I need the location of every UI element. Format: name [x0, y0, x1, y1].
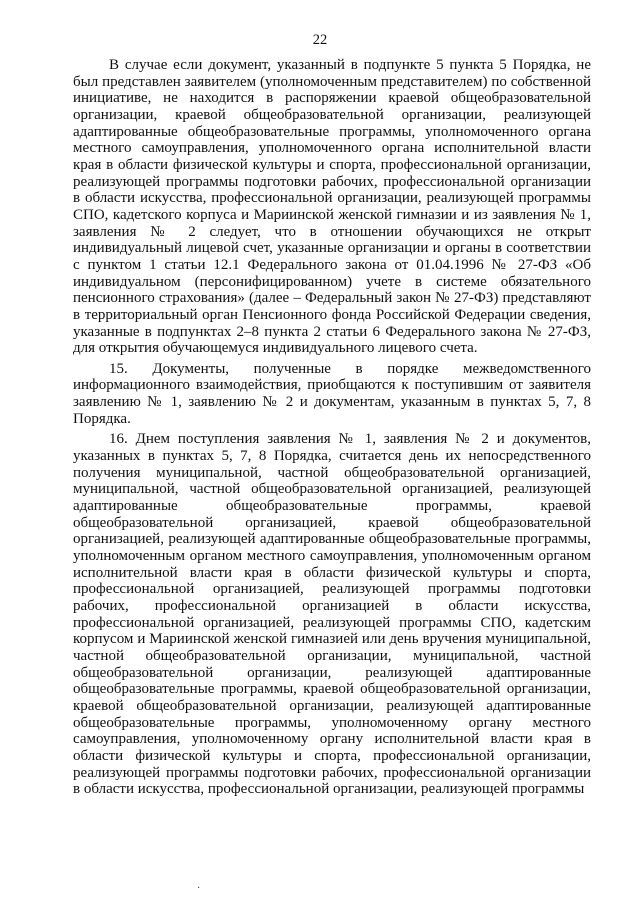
footer-dot-mark: ·	[197, 883, 201, 894]
paragraph-missing-document: В случае если документ, указанный в подпункте 5 пункта 5 Порядка, не был представлен заявителем (уполномоченным представителем) по собственной инициативе, не находится в распоряжении краевой общеобразовательной организации, краевой общеобразовательной организации, реализующей адаптированные общеобразовательные программы, уполномоченного органа местного самоуправления, уполномоченного органа исполнительной власти края в области физической культуры и спорта, профессиональной организации, реализующей программы подготовки рабочих, профессиональной организации в области искусства, профессиональной организации, реализующей программы СПО, кадетского корпуса и Мариинской женской гимназии и из заявления № 1, заявления № 2 следует, что в отношении обучающихся не открыт индивидуальный лицевой счет, указанные организации и органы в соответствии с пунктом 1 статьи 12.1 Федерального закона от 01.04.1996 № 27-ФЗ «Об индивидуальном (персонифицированном) учете в системе обязательного пенсионного страхования» (далее – Федеральный закон № 27-ФЗ) представляют в территориальный орган Пенсионного фонда Российской Федерации сведения, указанные в подпунктах 2–8 пункта 2 статьи 6 Федерального закона № 27-ФЗ, для открытия обучающемуся индивидуального лицевого счета.	[73, 57, 591, 357]
paragraph-16: 16. Днем поступления заявления № 1, заявления № 2 и документов, указанных в пунктах 5, 7, 8 Порядка, считается день их непосредственного получения муниципальной, частной общеобразовательной организацией, муниципальной, частной общеобразовательной организацией, реализующей адаптированные общеобразовательные программы, краевой общеобразовательной организацией, краевой общеобразовательной организацией, реализующей адаптированные общеобразовательные программы, уполномоченным органом местного самоуправления, уполномоченным органом исполнительной власти края в области физической культуры и спорта, профессиональной организацией, реализующей программы подготовки рабочих, профессиональной организацией в области искусства, профессиональной организацией, реализующей программы СПО, кадетским корпусом и Мариинской женской гимназией или день вручения муниципальной, частной общеобразовательной организации, муниципальной, частной общеобразовательной организации, реализующей адаптированные общеобразовательные программы, краевой общеобразовательной организации, краевой общеобразовательной организации, реализующей адаптированные общеобразовательные программы, уполномоченному органу местного самоуправления, уполномоченному органу исполнительной власти края в области физической культуры и спорта, профессиональной организации, реализующей программы подготовки рабочих, профессиональной организации в области искусства, профессиональной организации, реализующей программы	[73, 431, 591, 798]
page-number: 22	[312, 32, 328, 48]
paragraph-15: 15. Документы, полученные в порядке межведомственного информационного взаимодействия, приобщаются к поступившим от заявителя заявлению № 1, заявлению № 2 и документам, указанным в пунктах 5, 7, 8 Порядка.	[73, 360, 591, 427]
document-body	[73, 57, 591, 798]
